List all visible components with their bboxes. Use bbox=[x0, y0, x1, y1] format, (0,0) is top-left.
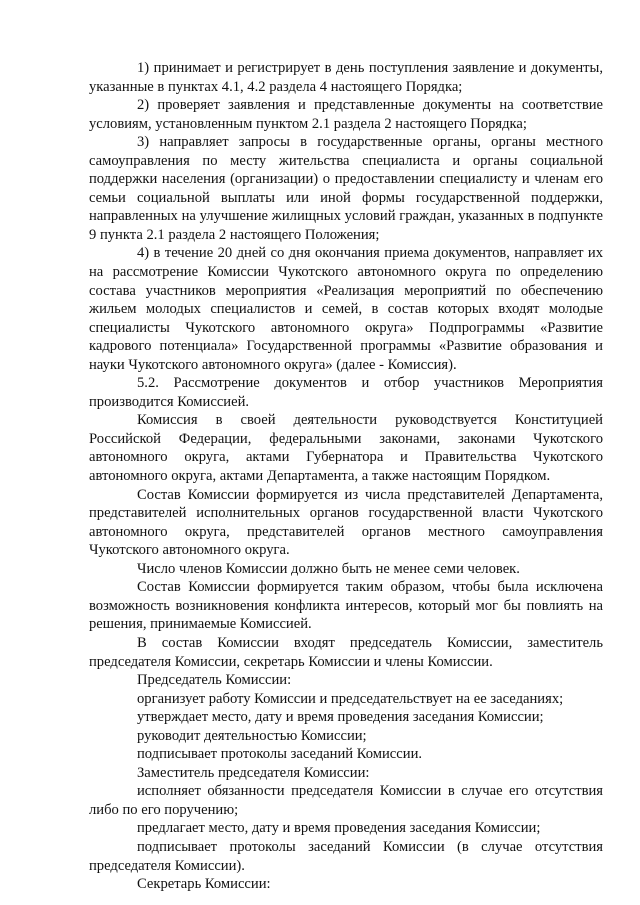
paragraph-deputy-heading: Заместитель председателя Комиссии: bbox=[137, 764, 370, 781]
paragraph-5-2-review: 5.2. Рассмотрение документов и отбор участников Мероприятия производится Комиссией. bbox=[89, 375, 603, 410]
paragraph-3-requests: 3) направляет запросы в государственные органы, органы местного самоуправления по месту жительства специалиста и органы социальной поддержки населения (организации) о предоставлении специалисту и членам его семьи социальной выплаты или иной формы государственной поддержки, направленных на улучшение жилищных условий граждан, указанных в подпункте 9 пункта 2.1 раздела 2 настоящего Положения; bbox=[89, 134, 603, 243]
paragraph-commission-composition: Состав Комиссии формируется из числа представителей Департамента, представителей исполнительных органов государственной власти Чукотского автономного округа, представителей органов местного самоуправления Чукотского автономного округа. bbox=[89, 486, 603, 559]
paragraph-4-referral: 4) в течение 20 дней со дня окончания приема документов, направляет их на рассмотрение Комиссии Чукотского автономного округа по определению состава участников мероприятия «Реализация мероприятий по обеспечению жильем молодых специалистов и семей, в состав которых входят молодые специалисты Чукотского автономного округа» Подпрограммы «Развитие кадрового потенциала» Государственной программы «Развитие образования и науки Чукотского автономного округа» (далее - Комиссия). bbox=[89, 245, 603, 373]
paragraph-deputy-duty-3: подписывает протоколы заседаний Комиссии (в случае отсутствия председателя Комиссии). bbox=[89, 838, 603, 874]
paragraph-secretary-heading: Секретарь Комиссии: bbox=[137, 876, 271, 893]
paragraph-chairman-heading: Председатель Комиссии: bbox=[137, 672, 292, 689]
paragraph-member-count: Число членов Комиссии должно быть не менее семи человек. bbox=[137, 560, 520, 577]
paragraph-commission-roles: В состав Комиссии входят председатель Комиссии, заместитель председателя Комиссии, секретарь Комиссии и члены Комиссии. bbox=[89, 634, 603, 670]
paragraph-deputy-duty-1: исполняет обязанности председателя Комиссии в случае его отсутствия либо по его поручению; bbox=[89, 783, 603, 818]
document-page bbox=[89, 59, 603, 894]
paragraph-chairman-duty-3: руководит деятельностью Комиссии; bbox=[137, 727, 367, 744]
paragraph-chairman-duty-4: подписывает протоколы заседаний Комиссии. bbox=[137, 746, 423, 763]
paragraph-2-verification: 2) проверяет заявления и представленные документы на соответствие условиям, установленным пунктом 2.1 раздела 2 настоящего Порядка; bbox=[89, 97, 603, 132]
paragraph-conflict-of-interest: Состав Комиссии формируется таким образом, чтобы была исключена возможность возникновения конфликта интересов, который мог бы повлиять на решения, принимаемые Комиссией. bbox=[89, 579, 603, 633]
paragraph-chairman-duty-1: организует работу Комиссии и председательствует на ее заседаниях; bbox=[137, 690, 564, 707]
paragraph-commission-guidance: Комиссия в своей деятельности руководствуется Конституцией Российской Федерации, федеральными законами, законами Чукотского автономного округа, актами Губернатора и Правительства Чукотского автономного округа, актами Департамента, а также настоящим Порядком. bbox=[89, 412, 603, 485]
paragraph-deputy-duty-2: предлагает место, дату и время проведения заседания Комиссии; bbox=[137, 820, 541, 837]
paragraph-chairman-duty-2: утверждает место, дату и время проведения заседания Комиссии; bbox=[137, 709, 544, 726]
paragraph-1-registration: 1) принимает и регистрирует в день поступления заявление и документы, указанные в пунктах 4.1, 4.2 раздела 4 настоящего Порядка; bbox=[89, 60, 603, 95]
